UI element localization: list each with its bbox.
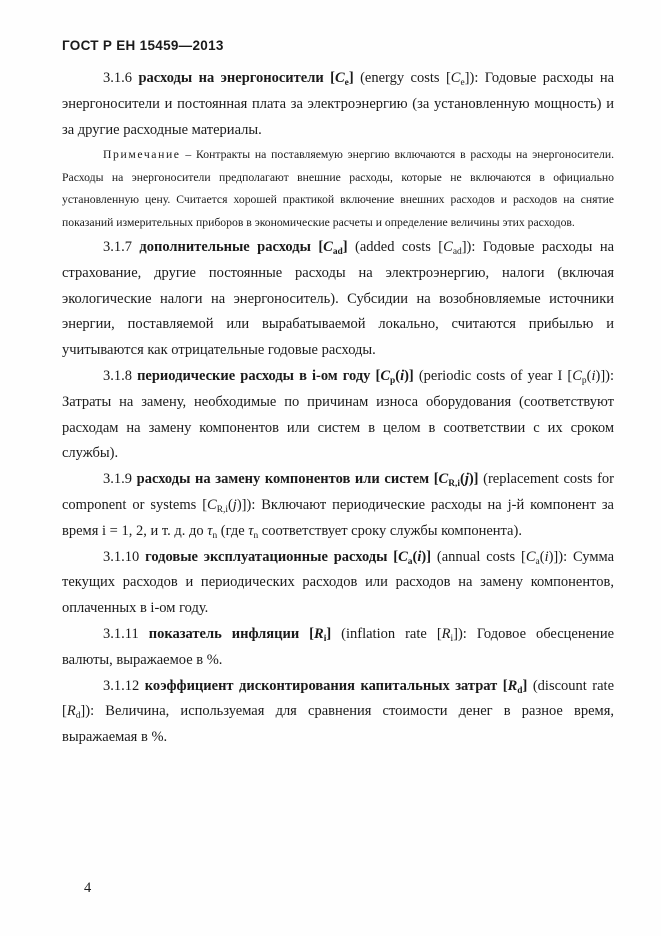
definition-text: Годовые расходы на энергоносители и постоянная плата за электроэнергию (за установленную мощность) и за другие расходные материалы. — [62, 70, 615, 138]
tau-symbol: τ — [207, 522, 213, 539]
clause-number: 3.1.6 — [103, 70, 139, 86]
note — [62, 144, 614, 234]
definition-3-1-7 — [62, 235, 614, 364]
clause-number: 3.1.12 — [103, 677, 145, 694]
definition-text: Годовое обесценение валюты, выражаемое в %. — [62, 625, 615, 668]
definition-3-1-6 — [62, 66, 614, 143]
definition-3-1-10 — [62, 545, 614, 622]
term-en: (annual costs $[C_a(i)]$): — [431, 548, 573, 567]
document-header: ГОСТ Р ЕН 15459—2013 — [62, 38, 224, 53]
clause-number: 3.1.7 — [103, 239, 140, 256]
note-text: – Контракты на поставляемую энергию включаются в расходы на энергоносители. Расходы на энергоносители предполагают внешние расходы, которые не включаются в официально установленную цену. Считается хорошей практикой включение внешних расходов и расходов на снятие показаний измерительных приборов в экономические расчеты и определение величины этих расходов. — [62, 148, 614, 229]
definition-text: Годовые расходы на страхование, другие постоянные расходы на электроэнергию, налоги (включая экологические налоги на энергоноситель). Субсидии на возобновляемые источники энергии, поставляемой или вырабатываемой локально, считаются прибылью и учитываются как отрицательные годовые расходы. — [62, 239, 615, 359]
term-en: (energy costs $[C_e]$): — [353, 70, 485, 88]
tau-symbol: τ — [248, 522, 254, 539]
document-body — [62, 66, 614, 751]
definition-text: Величина, используемая для сравнения стоимости денег в разное время, выражаемая в %. — [62, 703, 615, 746]
term-ru: годовые эксплуатационные расходы $[C_a(i)]$ — [145, 548, 432, 567]
term-ru: коэффициент дисконтирования капитальных затрат $[R_d]$ — [144, 677, 528, 696]
term-en: (inflation rate $[R_i]$): — [331, 625, 477, 644]
term-ru: периодические расходы в i-ом году $[C_p(i)]$ — [137, 368, 414, 386]
clause-number: 3.1.9 — [103, 471, 137, 488]
term-en: (added costs $[C_{ad}]$): — [347, 239, 483, 257]
definition-text: Сумма текущих расходов и периодических расходов или расходов на замену компонентов, оплаченных в i-ом году. — [62, 548, 615, 617]
definition-3-1-9 — [62, 467, 614, 544]
clause-number: 3.1.8 — [103, 368, 138, 384]
term-en: (replacement costs for component or systems $[C_{R,i}(j)]$): — [62, 471, 614, 515]
definition-text: Включают периодические расходы на j-й компонент за время i = 1, 2, и т. д. до $\tau_n$ (где $\tau_n$ соответствует сроку службы компонента). — [62, 496, 614, 541]
definition-3-1-8 — [62, 364, 614, 467]
term-en: (discount rate $[R_d]$): — [62, 677, 614, 722]
term-ru: расходы на замену компонентов или систем $[C_{R,i}(j)]$ — [136, 471, 479, 489]
definition-3-1-11 — [62, 622, 614, 674]
term-en: (periodic costs of year I $[C_p(i)]$): — [413, 368, 614, 386]
term-ru: дополнительные расходы $[C_{ad}]$ — [139, 239, 348, 257]
clause-number: 3.1.10 — [103, 548, 146, 565]
term-ru: расходы на энергоносители $[C_e]$ — [138, 70, 354, 88]
definition-3-1-12 — [62, 674, 614, 751]
note-label: Примечание — [103, 148, 181, 162]
term-ru: показатель инфляции $[R_i]$ — [148, 625, 332, 644]
clause-number: 3.1.11 — [103, 625, 149, 642]
page-number: 4 — [84, 880, 92, 896]
definition-text: Затраты на замену, необходимые по причинам износа оборудования (соответствуют расходам на замену компонентов или систем в целом в соответствии с их сроком службы). — [62, 393, 614, 462]
